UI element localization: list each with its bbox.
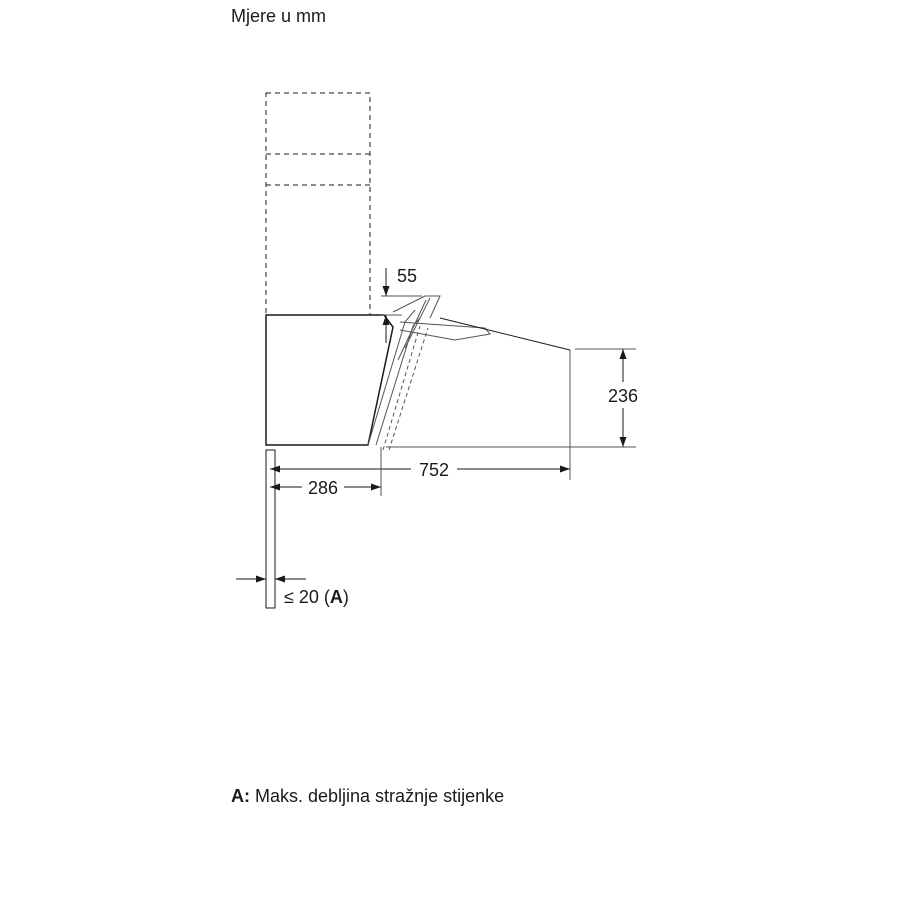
hood-glass-panel (368, 310, 428, 450)
dimension-55-label: 55 (397, 266, 418, 286)
chimney-outline (266, 93, 370, 315)
dimension-wall-label: ≤ 20 (A) (284, 587, 349, 607)
dimension-286-label: 286 (307, 478, 339, 498)
open-panel-line (440, 318, 570, 350)
legend-text: Maks. debljina stražnje stijenke (250, 786, 505, 806)
dimension-752-label: 752 (418, 460, 450, 480)
units-caption: Mjere u mm (231, 6, 327, 26)
dimension-236-label: 236 (607, 386, 639, 406)
hood-hinge (393, 296, 490, 360)
legend-key: A: (231, 786, 250, 806)
legend-note (231, 785, 504, 807)
rear-wall-panel (266, 450, 275, 608)
